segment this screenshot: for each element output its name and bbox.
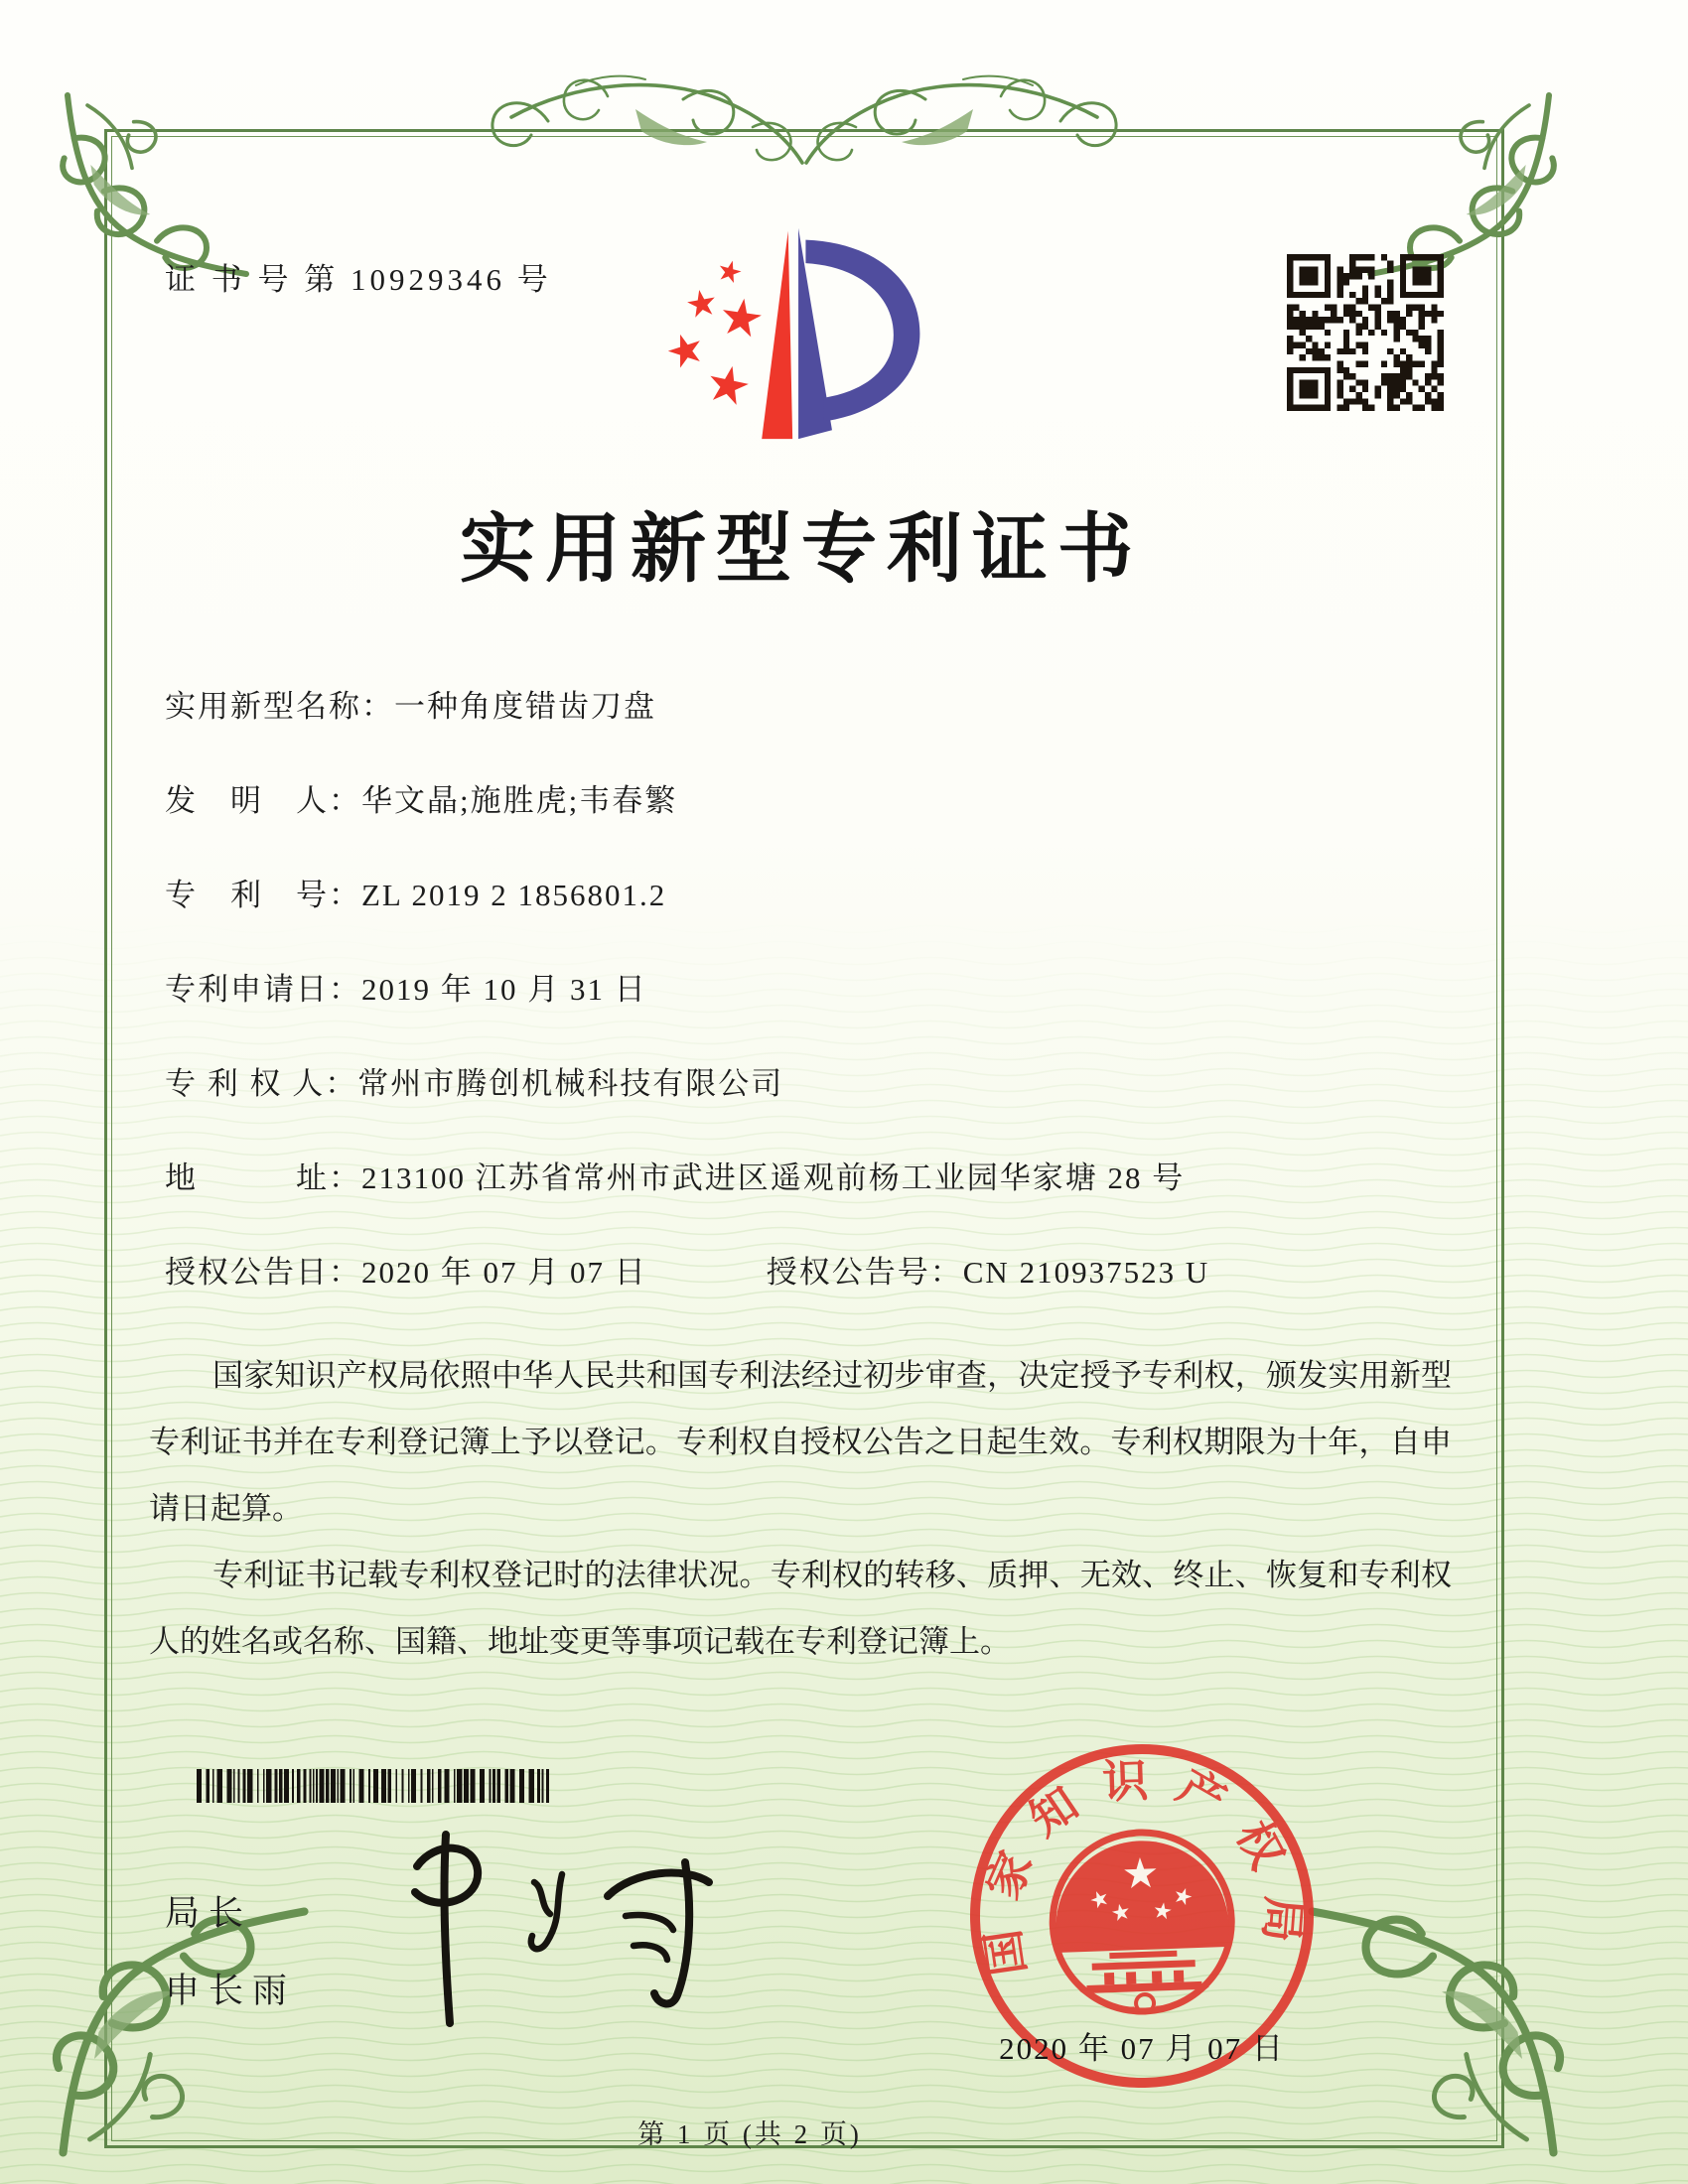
field-label: 授权公告日： <box>165 1255 361 1290</box>
barcode <box>197 1769 550 1803</box>
seal-ring-text: 国家知识产权局 <box>973 1754 1310 1979</box>
field-label: 地 址： <box>165 1160 361 1195</box>
field-patent-number <box>165 874 1456 917</box>
top-ornament-flourish <box>457 40 1152 199</box>
signer-name: 申长雨 <box>165 1972 297 2010</box>
certificate-title: 实用新型专利证书 <box>460 508 1143 592</box>
field-address <box>165 1157 1456 1200</box>
field-label: 专 利 号： <box>165 878 361 912</box>
field-utility-model-name <box>165 685 1456 729</box>
field-value: 2019 年 10 月 31 日 <box>361 972 647 1007</box>
certificate-fields <box>165 685 1456 1345</box>
national-emblem <box>1050 1830 1234 2015</box>
field-value: 213100 江苏省常州市武进区遥观前杨工业园华家塘 28 号 <box>361 1160 1186 1195</box>
field-grant-date-and-number <box>165 1251 1456 1295</box>
signer-block <box>165 1886 296 2041</box>
field-value: 一种角度错齿刀盘 <box>394 689 656 724</box>
qr-code <box>1287 254 1444 411</box>
seal-date: 2020 年 07 月 07 日 <box>999 2031 1285 2066</box>
field-value: 常州市腾创机械科技有限公司 <box>357 1066 784 1101</box>
field-label: 发 明 人： <box>165 783 361 818</box>
field-label: 专 利 权 人： <box>165 1066 358 1101</box>
legal-body-text <box>149 1342 1452 1675</box>
field-value: ZL 2019 2 1856801.2 <box>361 878 667 912</box>
legal-paragraph: 专利证书记载专利权登记时的法律状况。专利权的转移、质押、无效、终止、恢复和专利权人的姓名或名称、国籍、地址变更等事项记载在专利登记簿上。 <box>149 1558 1452 1659</box>
signer-title: 局长 <box>165 1894 253 1933</box>
field-value-grant-number: CN 210937523 U <box>962 1255 1210 1290</box>
official-seal <box>951 1725 1333 2107</box>
page-footer: 第 1 页 (共 2 页) <box>637 2119 862 2149</box>
field-label: 实用新型名称： <box>165 689 394 724</box>
field-patentee <box>165 1062 1456 1106</box>
field-value: 华文晶;施胜虎;韦春繁 <box>361 783 678 818</box>
field-value: 2020 年 07 月 07 日 <box>361 1255 647 1290</box>
certificate-number: 证 书 号 第 10929346 号 <box>165 262 552 297</box>
field-label-grant-number: 授权公告号： <box>766 1255 963 1290</box>
field-inventors <box>165 779 1456 823</box>
field-label: 专利申请日： <box>165 972 361 1007</box>
legal-paragraph: 国家知识产权局依照中华人民共和国专利法经过初步审查，决定授予专利权，颁发实用新型专利证书并在专利登记簿上予以登记。专利权自授权公告之日起生效。专利权期限为十年，自申请日起算。 <box>149 1358 1452 1526</box>
signature-handwriting <box>357 1825 755 2043</box>
field-application-date <box>165 968 1456 1012</box>
cnipa-logo <box>647 216 955 445</box>
